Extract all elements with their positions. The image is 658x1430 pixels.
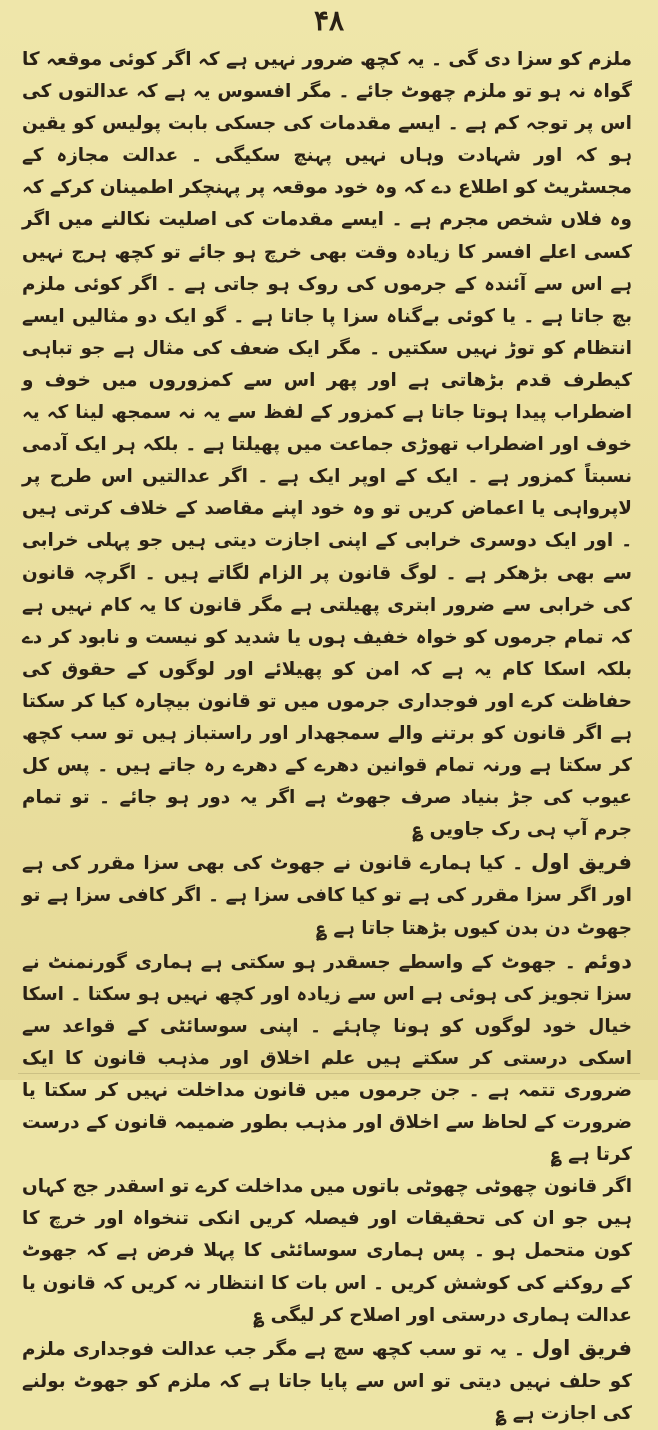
speaker-label-2: دوئم <box>583 948 632 973</box>
page-body <box>22 44 632 1430</box>
speaker-label-1: فریق اول <box>531 850 632 875</box>
paragraph-2 <box>22 846 632 944</box>
paragraph-2-text: ۔ کیا ہمارے قانون نے جھوٹ کی بھی سزا مقرر کی ہے اور اگر سزا مقرر کی ہے تو کیا کافی سزا ہے ۔ اگر کافی سزا ہے تو جھوٹ دن بدن کیوں بڑھتا جاتا ہے ؏ <box>22 853 632 939</box>
page-edge-divider <box>18 1073 640 1074</box>
paragraph-1: ملزم کو سزا دی گی ۔ یہ کچھ ضرور نہیں ہے کہ اگر کوئی موقعہ کا گواہ نہ ہو تو ملزم چھوٹ جائے ۔ مگر افسوس یہ ہے کہ عدالتوں کی اس پر توجہ کم ہے ۔ ایسے مقدمات کی جسکی بابت پولیس کو یقین ہو کہ اور شہادت وہاں نہیں پہنچ سکیگی ۔ عدالت مجازہ کے مجسٹریٹ کو اطلاع دے کہ وہ خود موقعہ پر پہنچکر اطمینان کرکے کہ وہ فلاں شخص مجرم ہے ۔ ایسے مقدمات کی اصلیت نکالنے میں اگر کسی اعلے افسر کا زیادہ وقت بھی خرچ ہو جائے تو کچھ ہرج نہیں ہے اس سے آئندہ کے جرموں کی روک ہو جاتی ہے ۔ اگر کوئی ملزم بچ جاتا ہے ۔ یا کوئی بےگناہ سزا پا جاتا ہے ۔ گو ایک دو مثالیں ایسے انتظام کو توڑ نہیں سکتیں ۔ مگر ایک ضعف کی مثال ہے جو تباہی کیطرف قدم بڑھاتی ہے اور پھر اس سے کمزوروں میں خوف و اضطراب پیدا ہوتا جاتا ہے کمزور کے لفظ سے یہ نہ سمجھ لینا کہ یہ خوف اور اضطراب تھوڑی جماعت میں پھیلتا ہے ۔ بلکہ ہر ایک آدمی نسبتاً کمزور ہے ۔ ایک کے اوپر ایک ہے ۔ اگر عدالتیں اس طرح پر لاپرواہی یا اعماض کریں تو وہ خود اپنے مقاصد کے خلاف کرتی ہیں ۔ اور ایک دوسری خرابی کے اپنی اجازت دیتی ہیں جو پہلی خرابی سے بھی بڑھکر ہے ۔ لوگ قانون پر الزام لگاتے ہیں ۔ اگرچہ قانون کی خرابی سے ضرور ابتری پھیلتی ہے مگر قانون کا یہ کام نہیں ہے کہ تمام جرموں کو خواہ خفیف ہوں یا شدید کو نیست و نابود کر دے بلکہ اسکا کام یہ ہے کہ امن کو پھیلائے اور لوگوں کے حقوق کی حفاظت کرے اور فوجداری جرموں میں تو قانون بیچارہ کیا کر سکتا ہے اگر قانون کو برتنے والے سمجھدار اور راستباز ہیں تو سب کچھ کر سکتا ہے ورنہ تمام قوانین دھرے کے دھرے رہ جاتے ہیں ۔ پس کل عیوب کی جڑ بنیاد صرف جھوٹ ہے اگر یہ دور ہو جائے ۔ تو تمام جرم آپ ہی رک جاویں ؏ <box>22 49 632 841</box>
paragraph-5 <box>22 1332 632 1430</box>
paragraph-5-text: ۔ یہ تو سب کچھ سچ ہے مگر جب عدالت فوجداری ملزم کو حلف نہیں دیتی تو اس سے پایا جاتا ہے کہ ملزم کو جھوٹ بولنے کی اجازت ہے ؏ <box>22 1338 632 1424</box>
page-number: ۴۸ <box>313 4 345 37</box>
paragraph-3-text: ۔ جھوٹ کے واسطے جسقدر ہو سکتی ہے ہماری گورنمنٹ نے سزا تجویز کی ہوئی ہے اس سے زیادہ اور کچھ نہیں ہو سکتا ۔ اسکا خیال خود لوگوں کو ہونا چاہئے ۔ اپنی سوسائٹی کے قواعد سے اسکی درستی کر سکتے ہیں علم اخلاق اور مذہب قانون کا ایک ضروری تتمہ ہے ۔ جن جرموں میں قانون مداخلت نہیں کر سکتا یا ضرورت کے لحاظ سے اخلاق اور مذہب بطور ضمیمہ قانون کے درست کرتا ہے ؏ <box>22 951 632 1166</box>
paragraph-4: اگر قانون چھوٹی چھوٹی باتوں میں مداخلت کرے تو اسقدر جج کہاں ہیں جو ان کی تحقیقات اور فیصلہ کریں انکی تنخواہ اور خرچ کا کون متحمل ہو ۔ پس ہماری سوسائٹی کا پہلا فرض ہے کہ جھوٹ کے روکنے کی کوشش کریں ۔ اس بات کا انتظار نہ کریں کہ قانون یا عدالت ہماری درستی اور اصلاح کر لیگی ؏ <box>22 1176 632 1326</box>
speaker-label-3: فریق اول <box>531 1335 632 1360</box>
paragraph-3 <box>22 945 632 1172</box>
